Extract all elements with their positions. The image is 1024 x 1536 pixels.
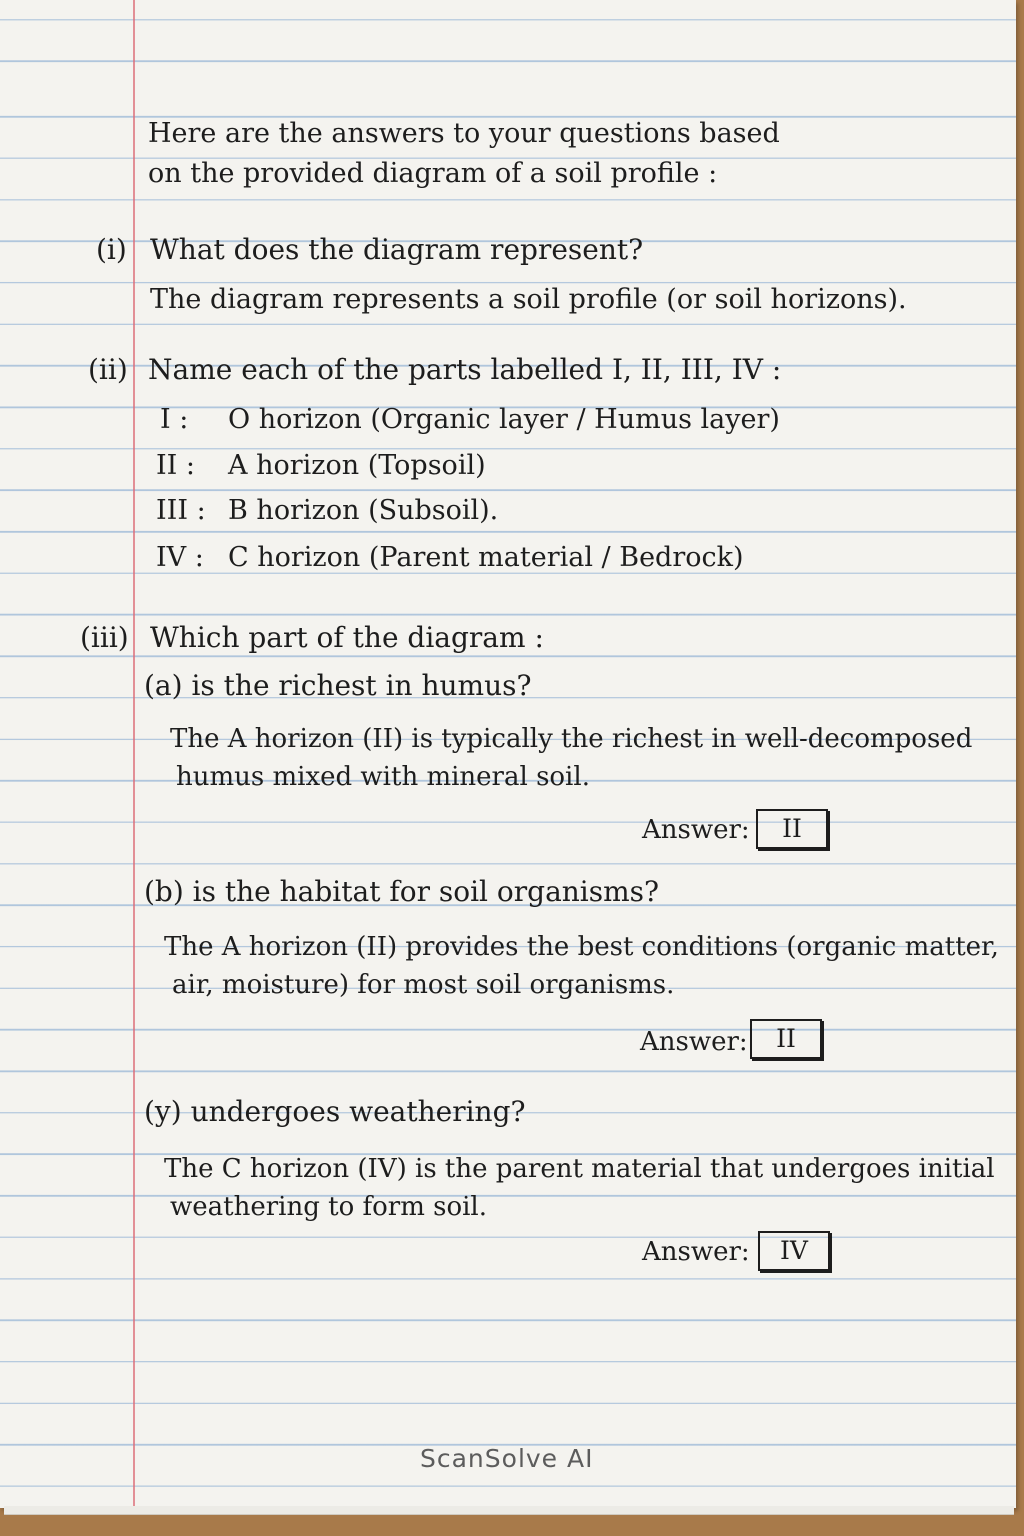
q3b-explanation-line-1: The A horizon (II) provides the best conditions (organic matter, [164, 932, 999, 962]
q2-item-text: C horizon (Parent material / Bedrock) [228, 542, 744, 573]
footer-watermark: ScanSolve AI [420, 1444, 594, 1473]
intro-line-2: on the provided diagram of a soil profile : [148, 158, 718, 189]
q3b-explanation-line-2: air, moisture) for most soil organisms. [172, 970, 675, 1000]
margin-line [133, 0, 135, 1508]
q3a-explanation-line-2: humus mixed with mineral soil. [176, 762, 590, 792]
q2-item-label: IV : [156, 542, 204, 573]
q2-item-text: A horizon (Topsoil) [228, 450, 486, 481]
q3b-answer-label: Answer: [640, 1027, 748, 1057]
q2-question: Name each of the parts labelled I, II, III, IV : [148, 353, 782, 386]
q3a-explanation-line-1: The A horizon (II) is typically the richest in well-decomposed [170, 724, 973, 754]
q2-item-text: B horizon (Subsoil). [228, 495, 499, 526]
q3-question: Which part of the diagram : [150, 621, 544, 654]
q3a-answer-box: II [756, 809, 828, 849]
q2-item-text: O horizon (Organic layer / Humus layer) [228, 404, 780, 435]
q3y-question: (y) undergoes weathering? [144, 1095, 526, 1128]
intro-line-1: Here are the answers to your questions based [148, 118, 780, 149]
q3y-explanation-line-2: weathering to form soil. [170, 1192, 488, 1222]
q2-item-label: III : [156, 495, 206, 526]
q3a-question: (a) is the richest in humus? [144, 669, 532, 702]
q1-answer: The diagram represents a soil profile (or soil horizons). [150, 284, 907, 315]
q1-marker: (i) [96, 233, 127, 266]
q2-item-label: II : [156, 450, 196, 481]
q3y-explanation-line-1: The C horizon (IV) is the parent material that undergoes initial [164, 1154, 995, 1184]
q3y-answer-box: IV [758, 1231, 830, 1271]
q3b-question: (b) is the habitat for soil organisms? [144, 875, 660, 908]
q3b-answer-box: II [750, 1019, 822, 1059]
q1-question: What does the diagram represent? [150, 233, 644, 266]
q2-item-label: I : [160, 404, 189, 435]
page-edge [4, 1506, 1014, 1515]
q3y-answer-label: Answer: [642, 1237, 750, 1267]
q3a-answer-label: Answer: [642, 815, 750, 845]
q3-marker: (iii) [80, 621, 129, 654]
q2-marker: (ii) [88, 353, 128, 386]
